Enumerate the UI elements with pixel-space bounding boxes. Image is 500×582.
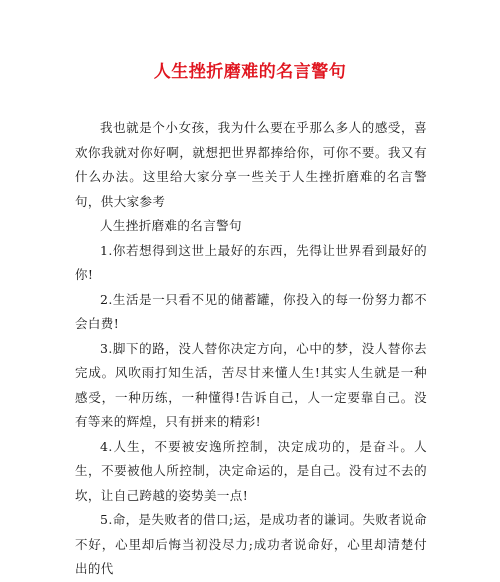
quote-paragraph-2: 2.生活是一只看不见的储蓄罐，你投入的每一份努力都不会白费! (75, 291, 427, 331)
document-title: 人生挫折磨难的名言警句 (153, 62, 347, 82)
document-body (75, 116, 427, 582)
section-heading: 人生挫折磨难的名言警句 (100, 218, 242, 233)
quote-paragraph-3: 3.脚下的路，没人替你决定方向，心中的梦，没人替你去完成。风吹雨打知生活，苦尽甘来懂人生!其实人生就是一种感受，一种历练，一种懂得!告诉自己，人一定要靠自己。没有等来的辉煌，只有拼来的精彩! (75, 340, 427, 429)
intro-paragraph: 我也就是个小女孩，我为什么要在乎那么多人的感受，喜欢你我就对你好啊，就想把世界都捧给你，可你不要。我又有什么办法。这里给大家分享一些关于人生挫折磨难的名言警句，供大家参考 (75, 120, 427, 209)
quote-paragraph-1: 1.你若想得到这世上最好的东西，先得让世界看到最好的你! (75, 242, 427, 282)
quote-paragraph-5: 5.命，是失败者的借口;运，是成功者的谦词。失败者说命不好，心里却后悔当初没尽力;成功者说命好，心里却清楚付出的代 (75, 512, 427, 576)
quote-paragraph-4: 4.人生，不要被安逸所控制，决定成功的，是奋斗。人生，不要被他人所控制，决定命运的，是自己。没有过不去的坎，让自己跨越的姿势美一点! (75, 438, 427, 503)
